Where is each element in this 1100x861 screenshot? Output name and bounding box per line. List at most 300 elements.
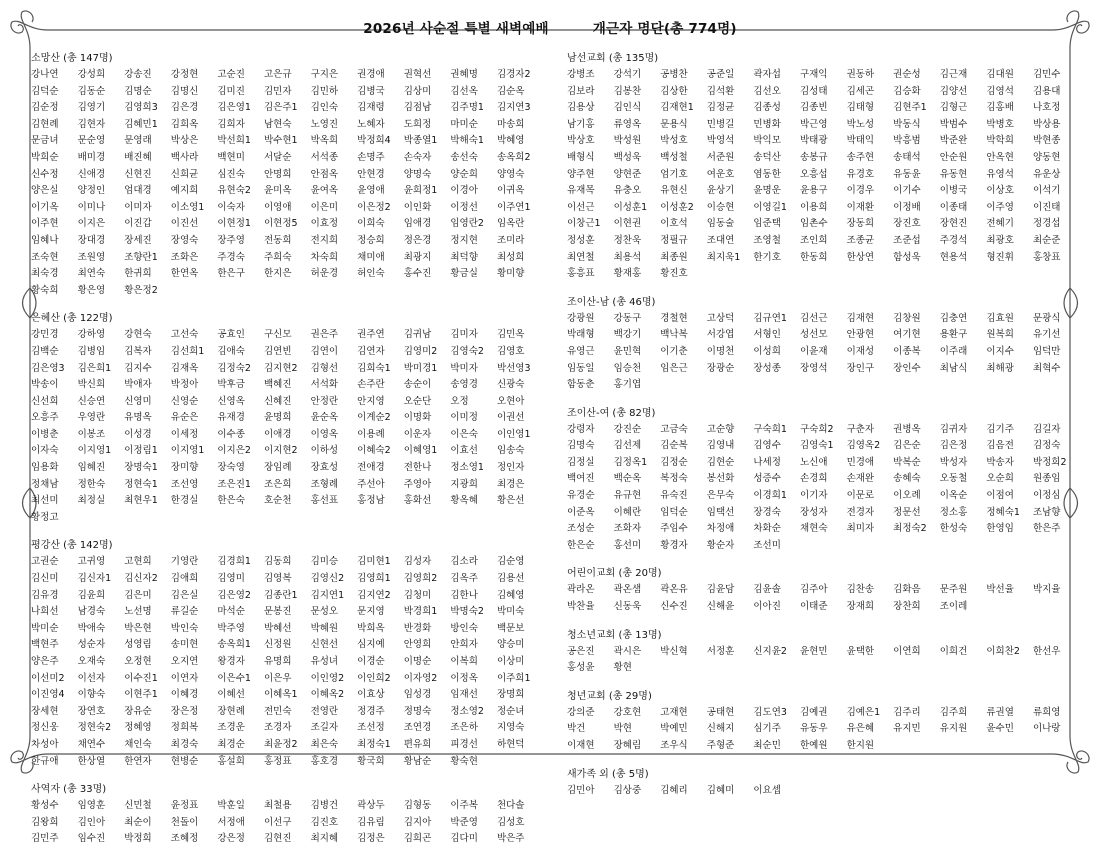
attendee-name: 신민철 [124, 800, 152, 812]
attendee-name: 이정배 [893, 201, 921, 213]
attendee-name: 황금실 [450, 268, 478, 280]
attendee-name: 주영아 [403, 478, 432, 490]
attendee-name: 홍선표 [310, 495, 339, 507]
attendee-name: 박건 [567, 723, 586, 735]
attendee-name: 이아진 [753, 601, 781, 613]
attendee-name: 김인아 [77, 816, 106, 828]
name-grid [567, 422, 1081, 555]
attendee-name: 강광원 [567, 312, 595, 324]
attendee-name: 최해광 [986, 362, 1014, 374]
attendee-name: 김주리 [893, 706, 921, 718]
attendee-name: 윤여옥 [310, 185, 339, 197]
attendee-name: 홍흥표 [567, 268, 595, 280]
attendee-name: 장현례 [217, 705, 245, 717]
attendee-name: 김승화 [893, 85, 921, 97]
attendee-name: 고선숙 [170, 329, 199, 341]
attendee-name: 신영옥 [217, 395, 245, 407]
attendee-name: 강성희 [77, 69, 106, 80]
attendee-name: 조혜정 [170, 833, 199, 845]
attendee-name: 윤희정1 [403, 185, 438, 197]
attendee-name: 나희선 [31, 606, 59, 618]
attendee-name: 김선근 [799, 312, 828, 324]
attendee-name: 송선숙 [450, 151, 478, 163]
attendee-name: 주경숙 [217, 251, 245, 263]
attendee-name: 박상호 [567, 135, 595, 147]
attendee-name: 지영숙 [496, 722, 525, 734]
attendee-name: 마미순 [450, 118, 478, 130]
attendee-name: 박선영3 [496, 362, 531, 374]
attendee-name: 김다미 [450, 833, 478, 845]
attendee-name: 김덕순 [31, 85, 59, 97]
attendee-name: 주선아 [357, 478, 385, 490]
attendee-name: 구지은 [310, 69, 339, 80]
attendee-name: 이혜숙2 [357, 445, 391, 457]
attendee-name: 조선정 [357, 722, 385, 734]
section-heading: 새가족 외 (총 5명) [567, 768, 649, 780]
attendee-name: 이영애 [263, 201, 292, 213]
attendee-name: 김진호 [310, 816, 339, 828]
attendee-name: 신동욱 [613, 601, 642, 613]
attendee-name: 박근영 [799, 118, 828, 130]
attendee-name: 양정인 [77, 185, 106, 197]
attendee-name: 유동현 [939, 168, 968, 180]
attendee-name: 기영란 [170, 556, 199, 568]
attendee-name: 한은주 [1032, 523, 1061, 535]
attendee-name: 김동순 [77, 85, 106, 97]
attendee-name: 김홍배 [986, 102, 1014, 114]
attendee-name: 전애경 [357, 462, 385, 474]
attendee-name: 이현정1 [217, 218, 251, 230]
attendee-name: 한영임 [986, 523, 1014, 535]
attendee-name: 박선희1 [217, 135, 251, 147]
attendee-name: 현병순 [170, 755, 199, 767]
name-grid [567, 783, 1081, 800]
attendee-name: 용환구 [939, 329, 968, 341]
attendee-name: 박송이 [31, 379, 59, 391]
attendee-name: 김희숙1 [357, 362, 391, 374]
attendee-name: 신정원 [263, 639, 292, 651]
attendee-name: 이자영2 [403, 672, 438, 684]
attendee-name: 한예원 [799, 740, 828, 751]
attendee-name: 김순정 [31, 102, 59, 114]
attendee-name: 유기선 [1032, 329, 1061, 341]
attendee-name: 김영숙1 [799, 440, 834, 452]
attendee-name: 곽온유 [660, 584, 688, 596]
attendee-name: 장세진 [124, 234, 152, 246]
attendee-name: 이재환 [846, 201, 875, 213]
attendee-name: 유순은 [170, 412, 199, 424]
attendee-name: 곽라온 [567, 584, 595, 596]
attendee-name: 김혜영 [496, 589, 525, 601]
attendee-name: 강호현 [613, 706, 642, 718]
attendee-name: 오현아 [496, 395, 525, 407]
attendee-name: 한연옥 [170, 268, 199, 280]
attendee-name: 박상은 [170, 135, 199, 147]
attendee-name: 최연숙 [77, 268, 106, 280]
attendee-name: 양현준 [613, 168, 642, 180]
attendee-name: 김종란1 [263, 589, 298, 601]
attendee-name: 김상중 [613, 784, 642, 796]
attendee-name: 권병옥 [893, 423, 921, 435]
attendee-name: 김성태 [799, 85, 828, 97]
attendee-name: 최남식 [939, 362, 968, 374]
attendee-name: 백낙복 [660, 329, 688, 341]
attendee-name: 정신웅 [31, 722, 59, 734]
section-new [567, 768, 1081, 800]
attendee-name: 정문선 [893, 506, 921, 518]
attendee-name: 안순원 [939, 151, 968, 163]
attendee-name: 엄기호 [660, 168, 688, 180]
attendee-name: 윤수민 [986, 723, 1014, 735]
name-grid [31, 327, 545, 526]
attendee-name: 한규애 [31, 755, 59, 767]
attendee-name: 서달순 [263, 151, 292, 163]
attendee-name: 류길순 [170, 606, 199, 618]
section-heading: 소망산 (총 147명) [31, 53, 113, 64]
attendee-name: 구숙희2 [799, 423, 834, 435]
attendee-name: 김윤희 [77, 589, 106, 601]
attendee-name: 김현자 [77, 118, 106, 130]
attendee-name: 임혜진 [77, 462, 106, 474]
attendee-name: 고순향 [706, 423, 735, 435]
attendee-name: 김영미2 [403, 345, 438, 357]
attendee-name: 이숙자 [217, 201, 245, 213]
attendee-name: 이성경 [124, 428, 152, 440]
attendee-name: 정채남 [31, 478, 59, 490]
attendee-name: 김주아 [799, 584, 828, 596]
attendee-name: 문성오 [310, 606, 339, 618]
attendee-name: 유재경 [217, 412, 245, 424]
attendee-name: 유현신 [660, 185, 688, 197]
attendee-name: 이호석 [660, 218, 688, 230]
attendee-name: 김상미 [403, 85, 432, 97]
attendee-name: 최정실 [77, 495, 106, 507]
attendee-name: 이효선 [450, 445, 478, 457]
attendee-name: 장현진 [939, 218, 968, 230]
attendee-name: 김태형 [846, 102, 875, 114]
attendee-name: 김재현1 [660, 102, 694, 114]
attendee-name: 장동희 [846, 218, 875, 230]
section-heading: 남선교회 (총 135명) [567, 53, 659, 64]
attendee-name: 이은정2 [357, 201, 391, 213]
attendee-name: 구신모 [263, 329, 292, 341]
attendee-name: 김보라 [567, 85, 595, 97]
attendee-name: 이병국 [939, 185, 968, 197]
attendee-name: 백강기 [613, 329, 642, 341]
attendee-name: 백여진 [567, 473, 595, 485]
attendee-name: 홍정남 [357, 495, 385, 507]
attendee-name: 이상미 [496, 656, 525, 667]
attendee-name: 황정고 [31, 511, 59, 523]
attendee-name: 박희순 [31, 151, 59, 163]
attendee-name: 박준영 [450, 816, 478, 828]
attendee-name: 유충오 [613, 185, 642, 197]
attendee-name: 최경순 [217, 738, 245, 750]
attendee-name: 문주원 [939, 584, 968, 596]
attendee-name: 김현주1 [893, 102, 927, 114]
attendee-name: 임은근 [660, 362, 688, 374]
attendee-name: 신영미 [124, 395, 152, 407]
attendee-name: 현용석 [939, 251, 968, 263]
attendee-name: 박지율 [1032, 584, 1061, 596]
section-joinam [567, 296, 1081, 394]
attendee-name: 양승미 [496, 639, 525, 651]
attendee-name: 고재현 [660, 706, 688, 718]
attendee-name: 송주현 [846, 151, 875, 163]
attendee-name: 김현순 [706, 456, 735, 468]
attendee-name: 박성호 [660, 135, 688, 147]
attendee-name: 최현우1 [124, 495, 158, 507]
attendee-name: 임동술 [706, 218, 735, 230]
attendee-name: 김예권 [799, 706, 828, 718]
attendee-name: 정소영2 [450, 705, 484, 717]
attendee-name: 박영석 [706, 135, 735, 147]
attendee-name: 최지욱1 [706, 251, 741, 263]
attendee-name: 송봉규 [799, 151, 828, 163]
attendee-name: 서정애 [217, 816, 245, 828]
attendee-name: 장광순 [706, 362, 735, 374]
attendee-name: 김영호 [496, 345, 525, 357]
attendee-name: 고현희 [124, 556, 152, 568]
attendee-name: 전경자 [846, 506, 875, 518]
attendee-name: 이기수 [893, 185, 921, 197]
attendee-name: 유경순 [567, 490, 595, 502]
attendee-name: 김연자 [357, 345, 385, 357]
attendee-name: 이성훈1 [613, 201, 648, 213]
attendee-name: 나호정 [1032, 102, 1061, 114]
attendee-name: 김신자1 [77, 573, 112, 585]
attendee-name: 송옥희2 [496, 151, 531, 163]
attendee-name: 박성자 [939, 456, 968, 468]
attendee-name: 이종태 [939, 201, 968, 213]
attendee-name: 김애숙 [217, 345, 245, 357]
attendee-name: 이주희1 [496, 672, 531, 684]
attendee-name: 김근재 [939, 69, 968, 80]
attendee-name: 곽상두 [357, 800, 385, 812]
attendee-name: 이석기 [1032, 185, 1061, 197]
attendee-name: 오순희 [986, 473, 1014, 485]
attendee-name: 김성자 [403, 556, 432, 568]
attendee-name: 권은주 [310, 329, 339, 341]
attendee-name: 문지영 [357, 606, 385, 618]
attendee-name: 곽온샘 [613, 584, 642, 596]
attendee-name: 홍수진 [403, 268, 432, 280]
attendee-name: 김민수 [1032, 69, 1061, 80]
attendee-name: 이진태 [1032, 201, 1061, 213]
attendee-name: 이자숙 [31, 445, 59, 457]
attendee-name: 이주복 [450, 800, 478, 812]
attendee-name: 박태익 [846, 135, 875, 147]
attendee-name: 김경희1 [217, 556, 251, 568]
attendee-name: 윤민혁 [613, 345, 642, 357]
attendee-name: 박정희 [124, 833, 152, 845]
attendee-name: 한상열 [77, 755, 106, 767]
attendee-name: 이선구 [263, 816, 292, 828]
attendee-name: 조준섭 [893, 234, 921, 246]
attendee-name: 양동현 [1032, 151, 1061, 163]
attendee-name: 강현숙 [124, 329, 152, 341]
attendee-name: 황은선 [496, 495, 525, 507]
attendee-name: 임영훈 [77, 800, 106, 812]
attendee-name: 이인영2 [310, 672, 345, 684]
attendee-name: 김미현1 [357, 556, 391, 568]
attendee-name: 송덕산 [753, 151, 781, 163]
attendee-name: 원종임 [1032, 473, 1061, 485]
attendee-name: 복정숙 [660, 473, 688, 485]
attendee-name: 채인숙 [124, 738, 152, 750]
attendee-name: 이지영1 [77, 445, 112, 457]
attendee-name: 김지연1 [310, 589, 345, 601]
attendee-name: 임덕만 [1032, 345, 1061, 357]
attendee-name: 김종성 [753, 102, 781, 114]
attendee-name: 김은주1 [263, 102, 298, 114]
attendee-name: 김용상 [567, 102, 595, 114]
attendee-name: 이희건 [939, 645, 968, 657]
attendee-name: 이진영4 [31, 689, 65, 701]
attendee-name: 황재홍 [613, 268, 642, 280]
attendee-name: 박수현1 [263, 135, 298, 147]
attendee-name: 박찬율 [567, 601, 595, 613]
attendee-name: 김선제 [613, 440, 642, 452]
attendee-name: 장명숙1 [124, 462, 158, 474]
attendee-name: 김종빈 [799, 102, 828, 114]
attendee-name: 채현숙 [799, 523, 828, 535]
attendee-name: 조경운 [217, 722, 245, 734]
attendee-name: 정한숙 [77, 478, 106, 490]
attendee-name: 김정실 [567, 456, 595, 468]
attendee-name: 안현경 [357, 168, 385, 180]
attendee-name: 임촌수 [799, 218, 828, 230]
attendee-name: 장혜림 [613, 740, 642, 751]
attendee-name: 김순옥 [496, 85, 525, 97]
attendee-name: 박미자 [450, 362, 478, 374]
attendee-name: 한기호 [753, 251, 781, 263]
attendee-name: 장유순 [124, 705, 152, 717]
attendee-name: 장숙영 [217, 462, 245, 474]
attendee-name: 김경자2 [496, 69, 531, 80]
attendee-name: 이진갑 [124, 218, 152, 230]
attendee-name: 안명희 [263, 168, 292, 180]
attendee-name: 홍창표 [1032, 251, 1061, 263]
attendee-name: 장진호 [893, 218, 921, 230]
attendee-name: 김희옥 [170, 118, 199, 130]
attendee-name: 이수진1 [124, 672, 158, 684]
attendee-name: 이연희 [893, 645, 921, 657]
attendee-name: 김정은 [357, 833, 385, 845]
attendee-name: 강의준 [567, 706, 595, 718]
attendee-name: 최순민 [753, 740, 781, 751]
attendee-name: 이계순2 [357, 412, 391, 424]
attendee-name: 이재성 [846, 345, 875, 357]
attendee-name: 이세정 [170, 428, 199, 440]
attendee-name: 경철현 [660, 312, 688, 324]
attendee-name: 김선옥 [450, 85, 478, 97]
attendee-name: 여기현 [893, 329, 921, 341]
attendee-name: 유동우 [799, 723, 828, 735]
attendee-name: 노혜자 [357, 118, 385, 130]
attendee-name: 한상연 [846, 251, 875, 263]
attendee-name: 최경숙 [170, 738, 199, 750]
attendee-name: 이현주1 [124, 689, 158, 701]
attendee-name: 조은하 [450, 722, 478, 734]
attendee-name: 이효정 [310, 218, 339, 230]
attendee-name: 이진선 [170, 218, 199, 230]
attendee-name: 김재옥 [170, 362, 199, 374]
attendee-name: 김찬송 [846, 584, 875, 596]
attendee-name: 조성순 [567, 523, 595, 535]
attendee-name: 이명순 [403, 656, 432, 667]
attendee-name: 이윤재 [799, 345, 828, 357]
name-grid [31, 798, 545, 848]
attendee-name: 장대경 [77, 234, 106, 246]
attendee-name: 최순이 [124, 816, 152, 828]
attendee-name: 이정선 [450, 201, 478, 213]
attendee-name: 김미승 [310, 556, 339, 568]
attendee-name: 김영수 [753, 440, 781, 452]
attendee-name: 황진호 [660, 268, 688, 280]
attendee-name: 민병화 [753, 118, 781, 130]
attendee-name: 김한나 [450, 589, 478, 601]
attendee-name: 이요셉 [753, 784, 781, 796]
attendee-name: 김음전 [986, 440, 1014, 452]
attendee-name: 고상덕 [706, 312, 735, 324]
attendee-name: 정혜영 [124, 722, 152, 734]
attendee-name: 임송숙 [496, 445, 525, 457]
attendee-name: 허인숙 [357, 268, 385, 280]
attendee-name: 안희자 [450, 639, 478, 651]
attendee-name: 오흥주 [31, 412, 59, 424]
attendee-name: 안점옥 [310, 168, 339, 180]
attendee-name: 문광식 [1032, 312, 1061, 324]
attendee-name: 곽시은 [613, 645, 642, 657]
attendee-name: 이점여 [986, 490, 1014, 502]
attendee-name: 노영진 [310, 118, 339, 130]
attendee-name: 박태광 [799, 135, 828, 147]
attendee-name: 윤미옥 [263, 185, 292, 197]
attendee-name: 이병춘 [31, 428, 59, 440]
section-joiyeo [567, 407, 1081, 555]
attendee-name: 박인숙 [170, 622, 199, 634]
attendee-name: 정명숙 [403, 705, 432, 717]
attendee-name: 김지수 [124, 362, 152, 374]
attendee-name: 황순자 [706, 539, 735, 551]
attendee-name: 강령자 [567, 423, 595, 435]
attendee-name: 김형선 [310, 362, 339, 374]
attendee-name: 조화은 [170, 251, 199, 263]
attendee-name: 이경우 [846, 185, 875, 197]
attendee-name: 김은희1 [77, 362, 112, 374]
attendee-name: 김민옥 [496, 329, 525, 341]
attendee-name: 박명숙2 [450, 606, 484, 618]
attendee-name: 박신혁 [660, 645, 688, 657]
attendee-name: 김혜민1 [124, 118, 158, 130]
attendee-name: 호순천 [263, 495, 292, 507]
attendee-name: 신영순 [170, 395, 199, 407]
attendee-name: 이연자 [170, 672, 199, 684]
attendee-name: 성영림 [124, 639, 152, 651]
attendee-name: 방인숙 [450, 622, 478, 634]
section-heading: 어린이교회 (총 20명) [567, 568, 662, 580]
attendee-name: 김귀자 [939, 423, 968, 435]
attendee-name: 황현 [613, 662, 632, 674]
attendee-name: 김은영3 [31, 362, 65, 374]
attendee-name: 신현선 [310, 639, 339, 651]
attendee-name: 유지원 [939, 723, 968, 735]
attendee-name: 오재숙 [77, 656, 106, 667]
attendee-name: 이인영1 [496, 428, 531, 440]
attendee-name: 홍정표 [263, 755, 292, 767]
attendee-name: 문금녀 [31, 135, 59, 147]
